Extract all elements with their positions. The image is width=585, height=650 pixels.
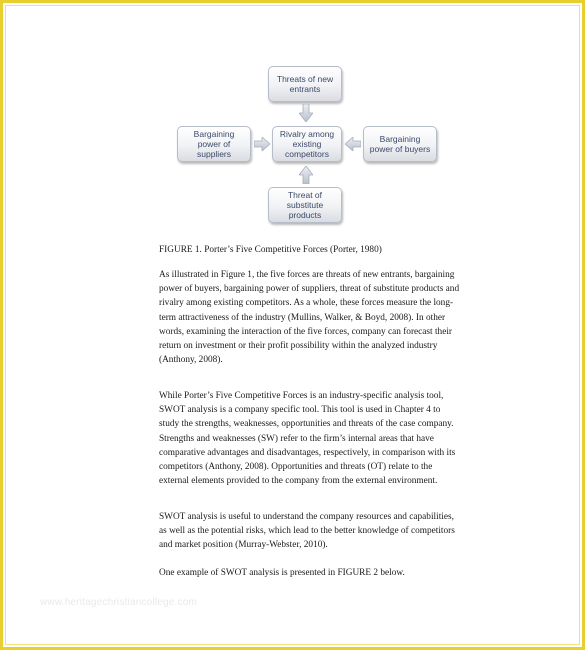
diagram-box-rivalry: Rivalry among existing competitors	[272, 126, 342, 162]
diagram-box-buyer-power: Bargaining power of buyers	[363, 126, 437, 162]
diagram-box-threat-substitutes: Threat of substitute products	[268, 187, 342, 223]
paragraph-five-forces: As illustrated in Figure 1, the five forces are threats of new entrants, bargaining power of buyers, bargaining power of suppliers, threat of substitute products and rivalry among existing competitors. As a whole, these forces measure the long-term attractiveness of the industry (Mullins, Walker, & Boyd, 2008). In other words, examining the interaction of the five forces, company can forecast their return on investment or their profit possibility within the analyzed industry (Anthony, 2008).	[159, 270, 460, 366]
arrow-left-icon	[345, 137, 361, 151]
arrow-right-icon	[254, 137, 270, 151]
paragraph-swot-example: One example of SWOT analysis is presented in FIGURE 2 below.	[159, 568, 405, 578]
figure-caption: FIGURE 1. Porter’s Five Competitive Forces (Porter, 1980)	[159, 245, 382, 255]
arrow-up-icon	[299, 166, 313, 184]
watermark: www.heritagechristiancollege.com	[40, 597, 198, 608]
diagram-box-threat-new-entrants: Threats of new entrants	[268, 66, 342, 102]
paragraph-swot-intro: While Porter’s Five Competitive Forces is an industry-specific analysis tool, SWOT analysis is a company specific tool. This tool is used in Chapter 4 to study the strengths, weaknesses, opportunities and threats of the case company. Strengths and weaknesses (SW) refer to the firm’s internal areas that have comparative advantages and disadvantages, respectively, in comparison with its competitors (Anthony, 2008). Opportunities and threats (OT) relate to the external elements provided to the company from the external environment.	[159, 391, 456, 487]
arrow-down-icon	[299, 104, 313, 122]
paragraph-swot-usefulness: SWOT analysis is useful to understand the company resources and capabilities, as well as the potential risks, which lead to the better knowledge of competitors and market position (Murray-Webster, 2010).	[159, 512, 455, 551]
diagram-box-supplier-power: Bargaining power of suppliers	[177, 126, 251, 162]
